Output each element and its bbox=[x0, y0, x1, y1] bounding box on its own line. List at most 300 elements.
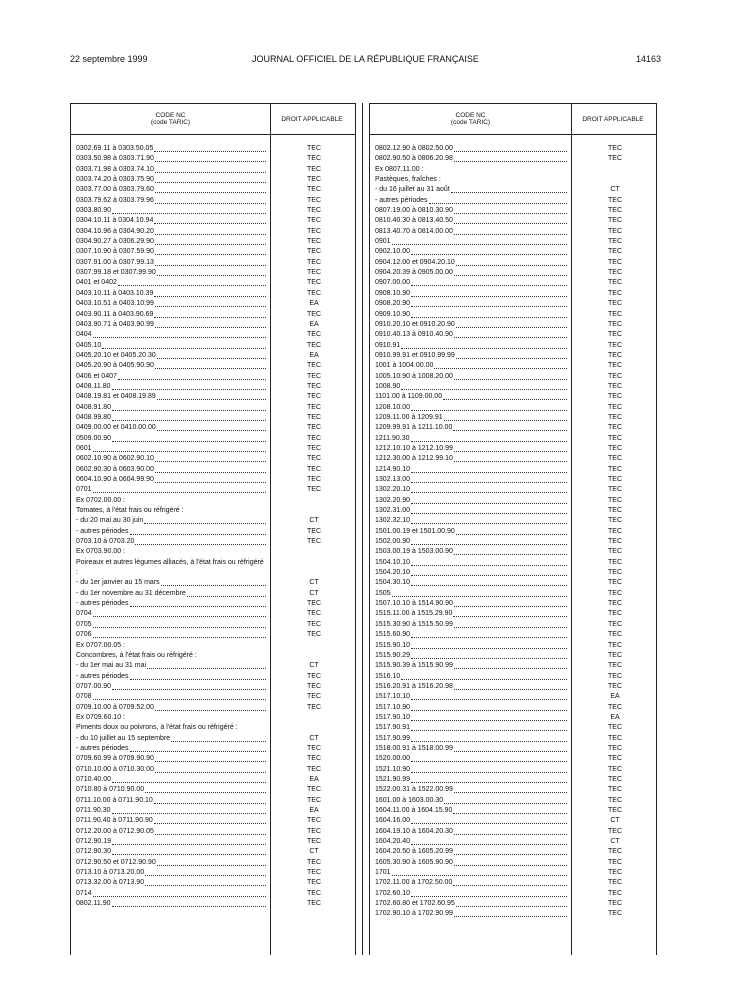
leader-dots bbox=[112, 404, 266, 411]
leader-dots bbox=[112, 383, 266, 390]
table-row bbox=[370, 506, 656, 516]
tariff-code bbox=[375, 909, 567, 919]
tariff-code bbox=[76, 165, 266, 175]
tariff-code bbox=[375, 796, 567, 806]
column-header-droit: DROIT APPLICABLE bbox=[582, 115, 644, 123]
table-row bbox=[370, 196, 656, 206]
tariff-code-text: 0304.10.11 à 0304.10.94 bbox=[76, 217, 154, 225]
tariff-code-text: 1601.00 à 1603.00.30 bbox=[375, 796, 444, 804]
tariff-code bbox=[375, 372, 567, 382]
duty-value: TEC bbox=[307, 217, 321, 225]
table-row bbox=[71, 475, 355, 485]
duty-value: TEC bbox=[307, 455, 321, 463]
table-rows-right bbox=[370, 144, 656, 920]
tariff-code-text: 1209.99.91 à 1211.10.00 bbox=[375, 424, 453, 432]
tariff-code bbox=[76, 837, 266, 847]
table-row bbox=[71, 289, 355, 299]
tariff-code-text: 0712.90.19 bbox=[76, 838, 112, 846]
table-row bbox=[71, 878, 355, 888]
duty-value: TEC bbox=[608, 517, 622, 525]
tariff-code-text: 1702.90.10 à 1702.90.99 bbox=[375, 910, 453, 918]
table-row bbox=[370, 206, 656, 216]
leader-dots bbox=[453, 424, 567, 431]
table-row bbox=[71, 216, 355, 226]
table-row bbox=[71, 382, 355, 392]
tariff-code bbox=[375, 703, 567, 713]
leader-dots bbox=[392, 869, 567, 876]
tariff-code bbox=[375, 599, 567, 609]
duty-value: TEC bbox=[608, 248, 622, 256]
table-row bbox=[370, 154, 656, 164]
tariff-code-text: - du 10 juillet au 15 septembre bbox=[76, 734, 171, 742]
leader-dots bbox=[456, 321, 567, 328]
table-row bbox=[71, 899, 355, 909]
tariff-code-text: 1507.10.10 à 1514.90.90 bbox=[375, 600, 453, 608]
duty-value: TEC bbox=[307, 600, 321, 608]
duty-value: TEC bbox=[307, 341, 321, 349]
duty-value: TEC bbox=[307, 413, 321, 421]
column-header-code bbox=[370, 104, 572, 134]
table-row bbox=[71, 558, 355, 579]
tariff-code-text: - du 16 juillet au 31 août bbox=[375, 186, 450, 194]
leader-dots bbox=[411, 642, 567, 649]
table-row bbox=[71, 165, 355, 175]
tariff-code bbox=[76, 816, 266, 826]
tariff-code-text: 1521.10.90 bbox=[375, 765, 411, 773]
leader-dots bbox=[411, 476, 567, 483]
tariff-code-text: 0910.40.13 à 0910.40.90 bbox=[375, 331, 453, 339]
tariff-code bbox=[76, 465, 266, 475]
tariff-code bbox=[375, 754, 567, 764]
tariff-code-text: 0802.90.50 à 0806.20.98 bbox=[375, 155, 453, 163]
tariff-code bbox=[76, 723, 266, 733]
duty-value: TEC bbox=[608, 258, 622, 266]
table-row bbox=[370, 837, 656, 847]
table-row bbox=[370, 444, 656, 454]
tariff-code-text: 0602.90.30 à 0603.90.00 bbox=[76, 465, 154, 473]
tariff-code bbox=[76, 754, 266, 764]
leader-dots bbox=[411, 486, 567, 493]
leader-dots bbox=[154, 217, 266, 224]
duty-value: TEC bbox=[608, 289, 622, 297]
table-row bbox=[370, 465, 656, 475]
tariff-table-right bbox=[369, 103, 657, 955]
leader-dots bbox=[145, 786, 266, 793]
column-header-code bbox=[71, 104, 271, 134]
table-row bbox=[370, 227, 656, 237]
tariff-code bbox=[375, 392, 567, 402]
table-row bbox=[370, 258, 656, 268]
duty-value: TEC bbox=[307, 155, 321, 163]
tariff-code bbox=[375, 744, 567, 754]
leader-dots bbox=[155, 321, 266, 328]
duty-value: TEC bbox=[307, 765, 321, 773]
tariff-code bbox=[375, 775, 567, 785]
duty-value: TEC bbox=[307, 165, 321, 173]
duty-value: EA bbox=[610, 713, 620, 721]
tariff-code-text: Pastèques, fraîches : bbox=[375, 176, 441, 184]
duty-value: TEC bbox=[307, 424, 321, 432]
tariff-code bbox=[76, 485, 266, 495]
table-row bbox=[370, 754, 656, 764]
table-row bbox=[370, 485, 656, 495]
leader-dots bbox=[454, 331, 567, 338]
tariff-code-text: 0303.77.00 à 0303.79.60 bbox=[76, 186, 154, 194]
tariff-code-text: 1517.10.10 bbox=[375, 693, 411, 701]
table-row bbox=[71, 578, 355, 588]
tariff-code-text: 0710.40.00 bbox=[76, 775, 112, 783]
duty-value: TEC bbox=[307, 858, 321, 866]
tariff-code bbox=[76, 589, 266, 599]
table-row bbox=[370, 609, 656, 619]
tariff-code bbox=[375, 723, 567, 733]
duty-value: TEC bbox=[307, 465, 321, 473]
table-row bbox=[71, 299, 355, 309]
table-row bbox=[370, 320, 656, 330]
tariff-code bbox=[76, 734, 266, 744]
tariff-code-text: 1208.10.00 bbox=[375, 403, 411, 411]
leader-dots bbox=[454, 445, 567, 452]
duty-value: TEC bbox=[307, 672, 321, 680]
tariff-code bbox=[375, 558, 567, 568]
table-row bbox=[370, 247, 656, 257]
duty-value: TEC bbox=[307, 207, 321, 215]
duty-value: TEC bbox=[608, 755, 622, 763]
tariff-code-text: 1001 à 1004.00.00 bbox=[375, 362, 434, 370]
tariff-code bbox=[76, 785, 266, 795]
duty-value: TEC bbox=[307, 869, 321, 877]
leader-dots bbox=[155, 166, 266, 173]
tariff-code bbox=[375, 630, 567, 640]
leader-dots bbox=[112, 414, 266, 421]
leader-dots bbox=[392, 238, 567, 245]
table-row bbox=[71, 506, 355, 516]
leader-dots bbox=[145, 879, 266, 886]
duty-value: TEC bbox=[608, 455, 622, 463]
tariff-code bbox=[76, 599, 266, 609]
tariff-code bbox=[375, 734, 567, 744]
tariff-code bbox=[76, 682, 266, 692]
tariff-code bbox=[76, 206, 266, 216]
table-row bbox=[370, 268, 656, 278]
tariff-table-left bbox=[70, 103, 356, 955]
duty-value: TEC bbox=[307, 796, 321, 804]
tariff-code bbox=[76, 454, 266, 464]
tariff-code bbox=[76, 310, 266, 320]
table-row bbox=[71, 537, 355, 547]
duty-value: TEC bbox=[608, 279, 622, 287]
leader-dots bbox=[155, 248, 266, 255]
tariff-code bbox=[375, 330, 567, 340]
tariff-code bbox=[76, 289, 266, 299]
duty-value: TEC bbox=[307, 693, 321, 701]
table-rows-left bbox=[71, 144, 355, 909]
tariff-code-text: 0604.10.90 à 0604.99.90 bbox=[76, 476, 154, 483]
tariff-code-text: 0509.00.90 bbox=[76, 434, 112, 442]
tariff-code-text: - du 1er mai au 31 mai bbox=[76, 662, 147, 670]
duty-value: TEC bbox=[608, 807, 622, 814]
tariff-code-text: 1515.30.90 à 1515.50.99 bbox=[375, 620, 453, 628]
duty-value: TEC bbox=[608, 413, 622, 421]
duty-value: TEC bbox=[307, 486, 321, 494]
tariff-code-text: 1702.60.10 bbox=[375, 889, 411, 897]
tariff-code bbox=[76, 827, 266, 837]
duty-value: TEC bbox=[307, 879, 321, 887]
tariff-code bbox=[76, 775, 266, 785]
leader-dots bbox=[155, 755, 266, 762]
tariff-code-text: 0602.10.90 à 0602.90.10 bbox=[76, 455, 154, 463]
table-row bbox=[71, 599, 355, 609]
tariff-code-text: 0713.32.00 à 0713.90 bbox=[76, 879, 145, 887]
column-divider bbox=[362, 103, 363, 955]
tariff-code bbox=[375, 682, 567, 692]
tariff-code-text: - autres périodes bbox=[76, 600, 129, 608]
duty-value: EA bbox=[610, 693, 620, 701]
table-row bbox=[370, 237, 656, 247]
table-row bbox=[71, 175, 355, 185]
column-header-droit: DROIT APPLICABLE bbox=[281, 115, 343, 123]
duty-value: TEC bbox=[608, 620, 622, 628]
table-row bbox=[71, 320, 355, 330]
table-row bbox=[71, 485, 355, 495]
tariff-code bbox=[76, 247, 266, 257]
duty-value: TEC bbox=[608, 496, 622, 504]
table-row bbox=[370, 144, 656, 154]
table-row bbox=[370, 454, 656, 464]
duty-value: TEC bbox=[608, 600, 622, 608]
table-row bbox=[370, 847, 656, 857]
leader-dots bbox=[454, 859, 567, 866]
table-row bbox=[370, 909, 656, 919]
leader-dots bbox=[155, 466, 266, 473]
leader-dots bbox=[411, 569, 567, 576]
leader-dots bbox=[161, 579, 266, 586]
table-row bbox=[71, 620, 355, 630]
tariff-code bbox=[76, 651, 266, 661]
leader-dots bbox=[155, 176, 266, 183]
column-header-code-line1: CODE NC bbox=[155, 111, 186, 119]
duty-value: CT bbox=[309, 517, 319, 525]
tariff-code-text: 1515.11.00 à 1515.29.90 bbox=[375, 610, 453, 618]
duty-value: TEC bbox=[307, 744, 321, 752]
table-row bbox=[370, 434, 656, 444]
table-row bbox=[370, 630, 656, 640]
tariff-code bbox=[375, 454, 567, 464]
tariff-code bbox=[76, 516, 266, 526]
leader-dots bbox=[453, 610, 567, 617]
table-row bbox=[370, 785, 656, 795]
leader-dots bbox=[154, 311, 266, 318]
tariff-code bbox=[76, 858, 266, 868]
tariff-code bbox=[375, 806, 567, 816]
duty-value: TEC bbox=[608, 889, 622, 897]
tariff-code bbox=[375, 299, 567, 309]
duty-value: TEC bbox=[608, 869, 622, 877]
table-row bbox=[71, 372, 355, 382]
table-row bbox=[370, 527, 656, 537]
tariff-code bbox=[76, 765, 266, 775]
leader-dots bbox=[155, 186, 266, 193]
tariff-code bbox=[76, 713, 266, 723]
duty-value: TEC bbox=[608, 651, 622, 659]
duty-value: TEC bbox=[307, 827, 321, 835]
leader-dots bbox=[411, 755, 567, 762]
leader-dots bbox=[154, 145, 266, 152]
table-row bbox=[71, 330, 355, 340]
table-row bbox=[370, 185, 656, 195]
leader-dots bbox=[411, 248, 567, 255]
table-row bbox=[71, 775, 355, 785]
table-row bbox=[370, 682, 656, 692]
table-row bbox=[71, 827, 355, 837]
leader-dots bbox=[411, 466, 567, 473]
duty-value: TEC bbox=[307, 838, 321, 846]
duty-value: TEC bbox=[307, 382, 321, 390]
table-row bbox=[71, 392, 355, 402]
table-row bbox=[71, 713, 355, 723]
leader-dots bbox=[157, 393, 266, 400]
duty-value: TEC bbox=[608, 434, 622, 442]
tariff-code-text: 1505 bbox=[375, 589, 391, 597]
tariff-code bbox=[76, 361, 266, 371]
tariff-code-text: 0304.10.96 à 0304.90.20 bbox=[76, 227, 154, 235]
table-row bbox=[370, 547, 656, 557]
duty-value: TEC bbox=[608, 775, 622, 783]
table-row bbox=[71, 444, 355, 454]
leader-dots bbox=[411, 517, 567, 524]
duty-value: TEC bbox=[608, 362, 622, 370]
tariff-code bbox=[375, 216, 567, 226]
duty-value: TEC bbox=[608, 703, 622, 711]
leader-dots bbox=[145, 869, 266, 876]
tariff-code-text: - autres périodes bbox=[76, 672, 129, 680]
duty-value: TEC bbox=[307, 703, 321, 711]
duty-value: TEC bbox=[608, 527, 622, 535]
leader-dots bbox=[157, 424, 266, 431]
leader-dots bbox=[411, 714, 567, 721]
tariff-code bbox=[76, 899, 266, 909]
tariff-code bbox=[76, 423, 266, 433]
tariff-code-text: 1517.90.99 bbox=[375, 734, 411, 742]
leader-dots bbox=[454, 269, 567, 276]
table-row bbox=[370, 475, 656, 485]
tariff-code-text: 0405.10 bbox=[76, 341, 102, 349]
table-row bbox=[71, 465, 355, 475]
leader-dots bbox=[112, 848, 266, 855]
duty-value: TEC bbox=[608, 310, 622, 318]
table-row bbox=[71, 682, 355, 692]
tariff-code-text: 1504.10.10 bbox=[375, 558, 411, 566]
table-row bbox=[370, 403, 656, 413]
tariff-code-text: 1516.20.91 à 1516.20.98 bbox=[375, 682, 453, 690]
tariff-code bbox=[375, 506, 567, 516]
tariff-code-text: 0802.12.90 à 0802.50.00 bbox=[375, 145, 453, 152]
tariff-code bbox=[76, 547, 266, 557]
table-row bbox=[71, 268, 355, 278]
leader-dots bbox=[112, 435, 266, 442]
tariff-code-text: 0406 et 0407 bbox=[76, 372, 117, 380]
tariff-code-text: 0714 bbox=[76, 889, 92, 897]
tariff-code bbox=[76, 620, 266, 630]
tariff-code bbox=[76, 299, 266, 309]
duty-value: CT bbox=[309, 589, 319, 597]
tariff-code-text: 0712.20.00 à 0712.90.05 bbox=[76, 827, 154, 835]
tariff-code-text: 0303.79.62 à 0303.79.96 bbox=[76, 196, 154, 204]
duty-value: TEC bbox=[608, 910, 622, 918]
table-row bbox=[71, 185, 355, 195]
table-row bbox=[370, 723, 656, 733]
tariff-code-text: Ex 0709.60.10 : bbox=[76, 713, 126, 721]
duty-value: TEC bbox=[608, 393, 622, 401]
leader-dots bbox=[112, 683, 266, 690]
duty-value: TEC bbox=[307, 362, 321, 370]
leader-dots bbox=[454, 145, 567, 152]
duty-value: TEC bbox=[307, 227, 321, 235]
table-row bbox=[71, 754, 355, 764]
leader-dots bbox=[411, 507, 567, 514]
table-row bbox=[71, 641, 355, 651]
table-row bbox=[71, 661, 355, 671]
duty-value: TEC bbox=[608, 538, 622, 546]
table-row bbox=[370, 289, 656, 299]
leader-dots bbox=[411, 579, 567, 586]
leader-dots bbox=[411, 838, 567, 845]
table-row bbox=[370, 868, 656, 878]
duty-value: TEC bbox=[608, 786, 622, 794]
tariff-code-text: 0408.19.81 et 0408.19.89 bbox=[76, 393, 156, 401]
tariff-code bbox=[375, 154, 567, 164]
table-header bbox=[71, 104, 355, 135]
table-row bbox=[370, 713, 656, 723]
table-row bbox=[370, 806, 656, 816]
tariff-code bbox=[375, 341, 567, 351]
tariff-code-text: Ex 0707.00.05 : bbox=[76, 641, 126, 649]
table-row bbox=[71, 516, 355, 526]
tariff-code-text: 1212.10.10 à 1212.10.99 bbox=[375, 444, 453, 452]
table-row bbox=[370, 744, 656, 754]
duty-value: TEC bbox=[307, 186, 321, 194]
tariff-code-text: 1517.90.91 bbox=[375, 724, 411, 732]
leader-dots bbox=[157, 352, 266, 359]
duty-value: TEC bbox=[608, 900, 622, 908]
table-row bbox=[71, 496, 355, 506]
table-row bbox=[370, 351, 656, 361]
leader-dots bbox=[401, 383, 567, 390]
leader-dots bbox=[112, 900, 266, 907]
tariff-code bbox=[76, 806, 266, 816]
duty-value: TEC bbox=[608, 579, 622, 587]
leader-dots bbox=[93, 631, 266, 638]
tariff-code bbox=[375, 351, 567, 361]
table-row bbox=[71, 651, 355, 661]
duty-value: EA bbox=[309, 775, 319, 783]
duty-value: TEC bbox=[608, 403, 622, 411]
tariff-code-text: 0802.11.90 bbox=[76, 900, 111, 908]
tariff-code bbox=[76, 227, 266, 237]
leader-dots bbox=[155, 197, 266, 204]
table-row bbox=[71, 413, 355, 423]
tariff-code-text: 0408.11.80 bbox=[76, 382, 111, 390]
duty-value: TEC bbox=[608, 424, 622, 432]
leader-dots bbox=[411, 652, 567, 659]
leader-dots bbox=[93, 890, 266, 897]
tariff-code bbox=[375, 465, 567, 475]
leader-dots bbox=[155, 828, 266, 835]
tariff-code-text: 1302.20.90 bbox=[375, 496, 411, 504]
tariff-code-text: 0404 bbox=[76, 331, 92, 339]
duty-value: EA bbox=[309, 807, 319, 814]
tariff-code bbox=[76, 144, 266, 154]
